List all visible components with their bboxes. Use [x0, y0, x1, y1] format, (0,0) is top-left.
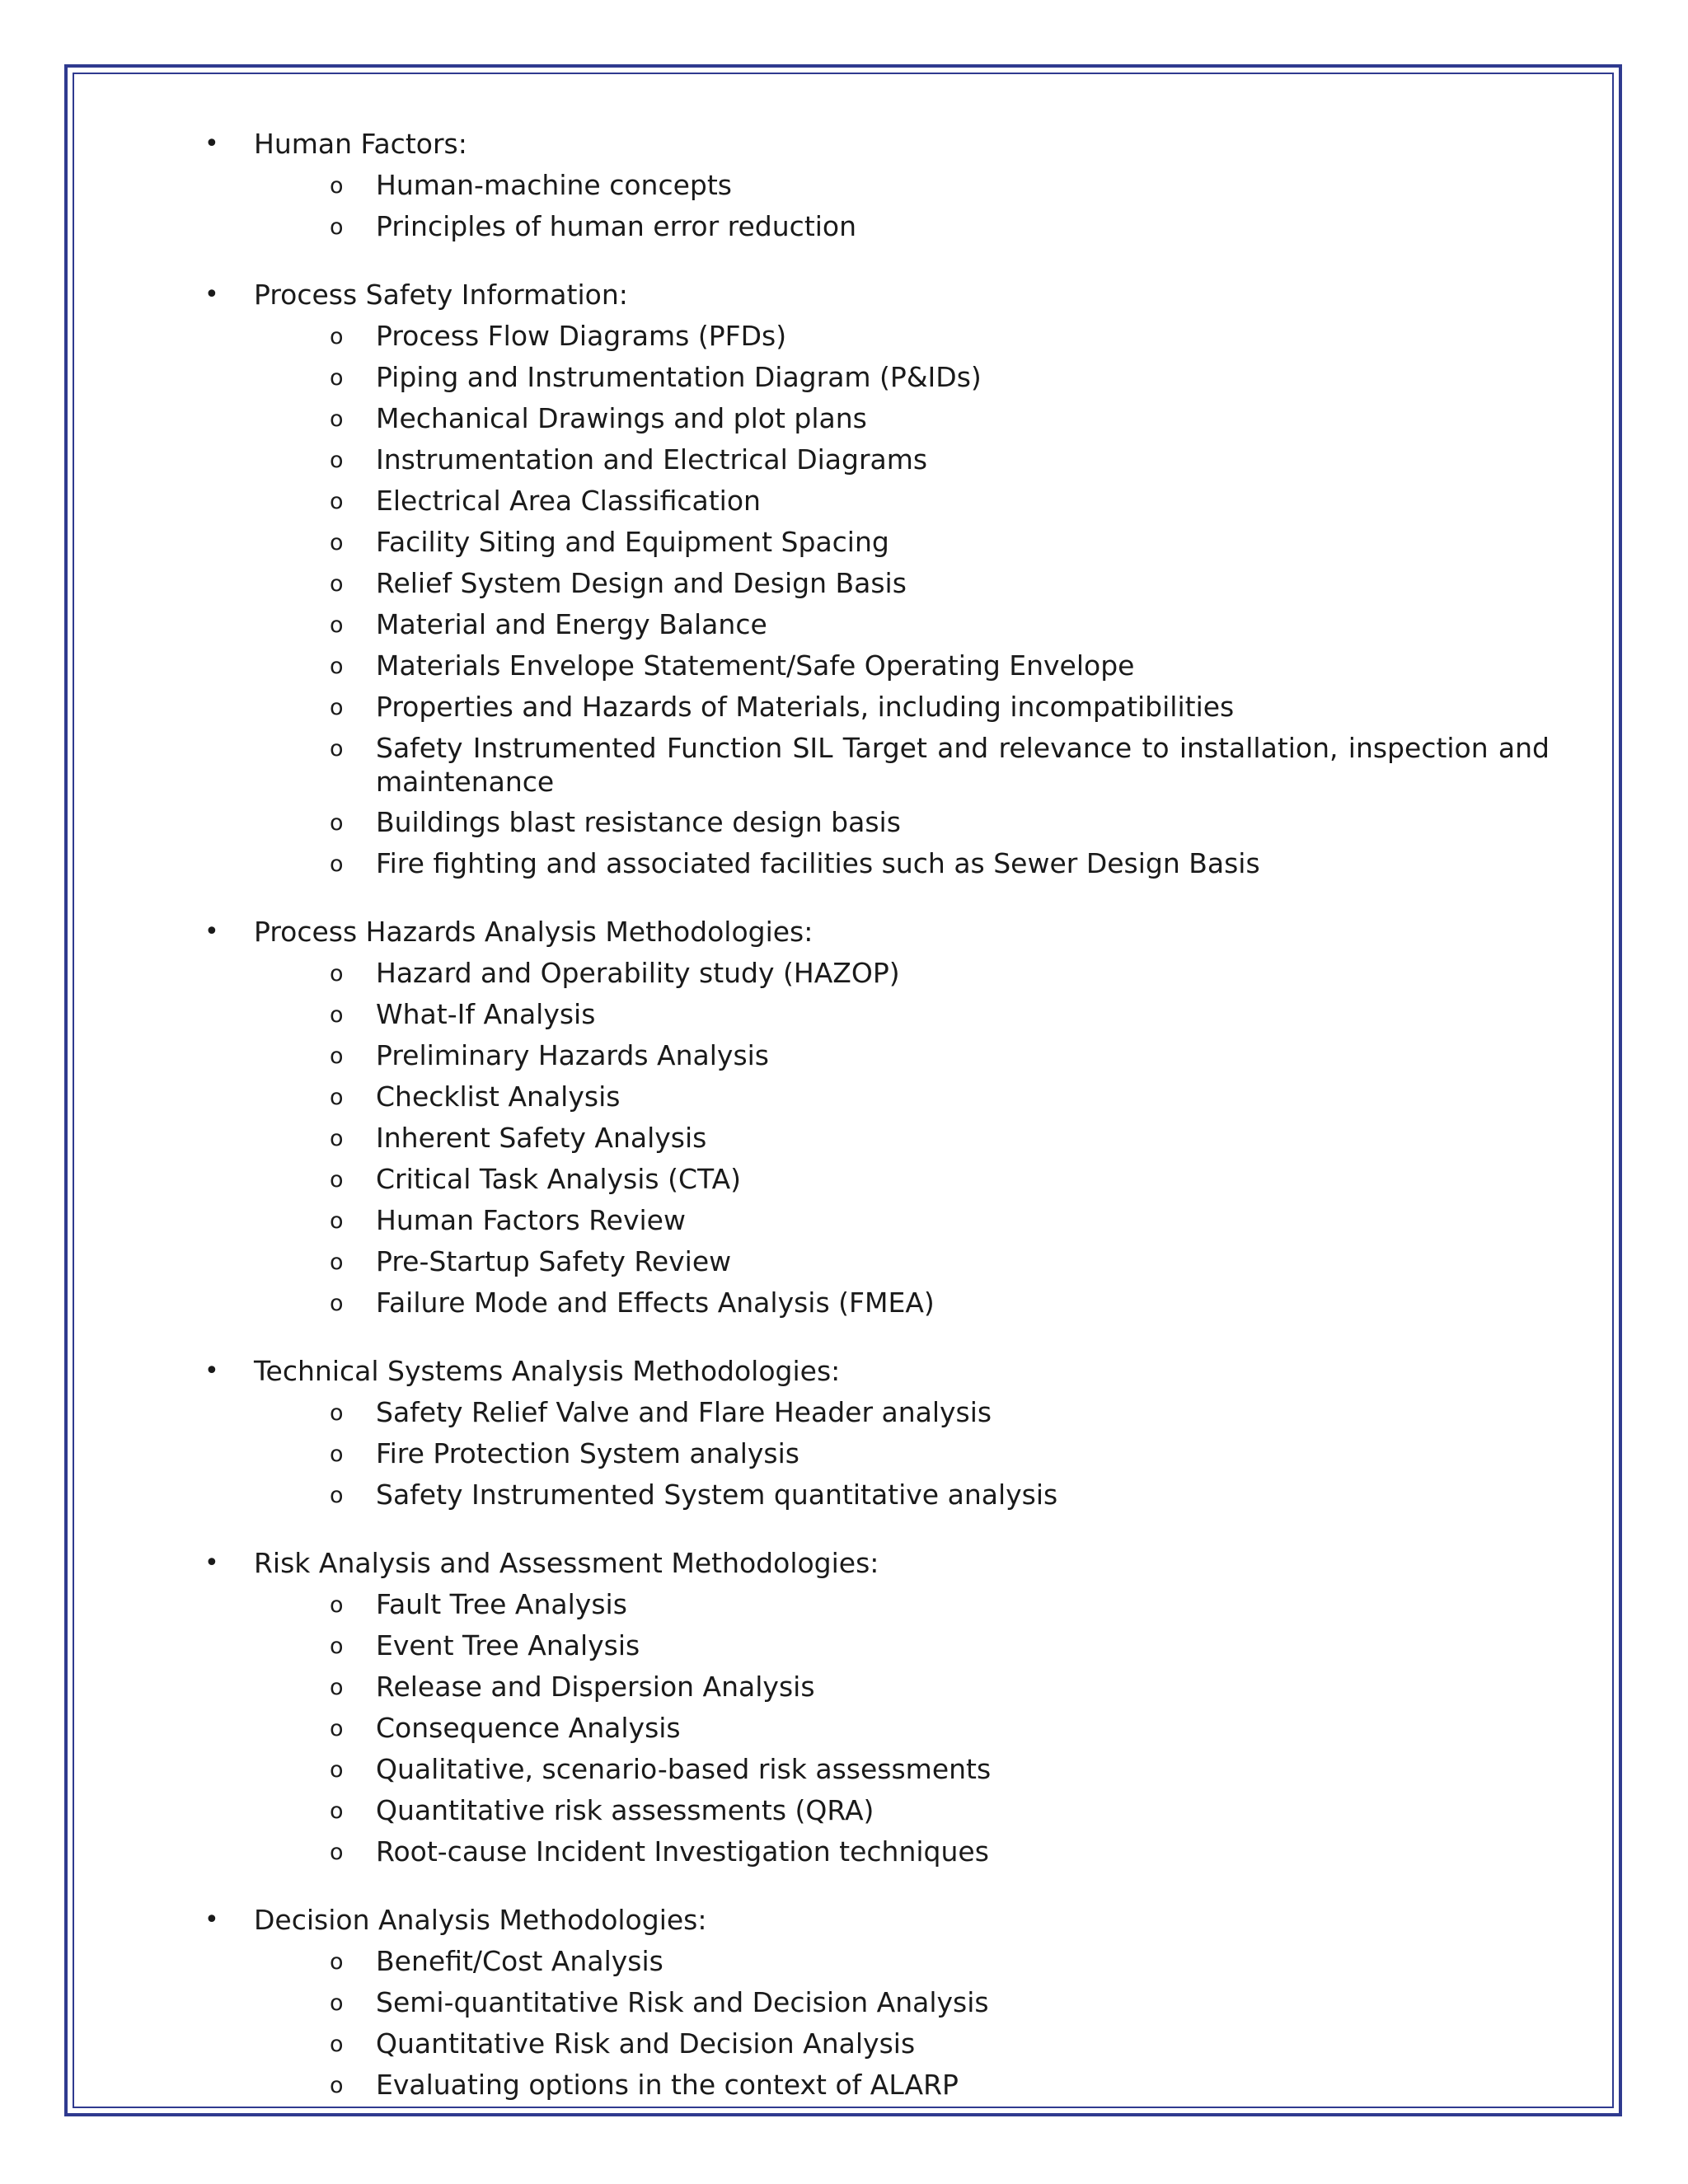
outline-section	[198, 1351, 1550, 1516]
list-item	[254, 1433, 1550, 1474]
sub-bullet-marker: o	[330, 1291, 344, 1316]
list-item	[254, 1474, 1550, 1516]
sub-list	[254, 1941, 1550, 2106]
list-item	[254, 604, 1550, 645]
section-heading-text: Process Hazards Analysis Methodologies:	[254, 916, 814, 948]
list-item-text: Hazard and Operability study (HAZOP)	[376, 957, 900, 989]
outline-section	[198, 124, 1550, 247]
list-item-text: Release and Dispersion Analysis	[376, 1671, 815, 1703]
sub-bullet-marker: o	[330, 1716, 344, 1741]
list-item	[254, 843, 1550, 884]
list-item	[254, 357, 1550, 398]
list-item-text: Facility Siting and Equipment Spacing	[376, 526, 889, 558]
list-item	[254, 802, 1550, 843]
list-item-text: Piping and Instrumentation Diagram (P&IDs)	[376, 361, 982, 393]
sub-bullet-marker: o	[330, 1085, 344, 1110]
section-heading	[198, 1900, 1550, 2106]
list-item	[254, 1241, 1550, 1282]
sub-list	[254, 316, 1550, 884]
sub-bullet-marker: o	[330, 1126, 344, 1151]
list-item-text: Benefit/Cost Analysis	[376, 1945, 663, 1977]
bullet-marker: •	[204, 1357, 219, 1385]
list-item-text: Relief System Design and Design Basis	[376, 567, 907, 599]
list-item	[254, 2064, 1550, 2106]
section-heading	[198, 1351, 1550, 1516]
list-item	[254, 1831, 1550, 1872]
outline-section	[198, 1543, 1550, 1872]
sub-bullet-marker: o	[330, 214, 344, 240]
list-item-text: Evaluating options in the context of ALARP	[376, 2069, 959, 2101]
section-heading-text: Process Safety Information:	[254, 279, 628, 311]
section-heading	[198, 1543, 1550, 1872]
list-item	[254, 1708, 1550, 1749]
sub-bullet-marker: o	[330, 1002, 344, 1028]
list-item	[254, 994, 1550, 1035]
list-item-text: Fire Protection System analysis	[376, 1437, 799, 1469]
list-item-text: Human Factors Review	[376, 1204, 686, 1236]
sub-bullet-marker: o	[330, 1798, 344, 1824]
list-item-text: Critical Task Analysis (CTA)	[376, 1163, 742, 1195]
sub-bullet-marker: o	[330, 810, 344, 836]
list-item-text: Safety Instrumented Function SIL Target and relevance to installation, inspection and maintenance	[376, 732, 1550, 798]
list-item-text: Material and Energy Balance	[376, 608, 767, 640]
sub-bullet-marker: o	[330, 489, 344, 514]
list-item-text: Semi-quantitative Risk and Decision Analysis	[376, 1986, 989, 2018]
sub-bullet-marker: o	[330, 654, 344, 679]
section-heading	[198, 124, 1550, 247]
list-item-text: Checklist Analysis	[376, 1080, 621, 1113]
sub-bullet-marker: o	[330, 612, 344, 638]
section-heading-text: Risk Analysis and Assessment Methodologies:	[254, 1547, 879, 1579]
list-item	[254, 522, 1550, 563]
list-item-text: Electrical Area Classification	[376, 485, 761, 517]
sub-bullet-marker: o	[330, 2032, 344, 2057]
sub-bullet-marker: o	[330, 1633, 344, 1659]
list-item	[254, 1035, 1550, 1076]
sub-bullet-marker: o	[330, 851, 344, 877]
list-item	[254, 1625, 1550, 1666]
sub-bullet-marker: o	[330, 1949, 344, 1975]
section-heading-text: Technical Systems Analysis Methodologies:	[254, 1355, 841, 1387]
section-heading	[198, 912, 1550, 1324]
sub-bullet-marker: o	[330, 1483, 344, 1508]
list-item	[254, 1584, 1550, 1625]
list-item-text: Inherent Safety Analysis	[376, 1122, 707, 1154]
list-item	[254, 687, 1550, 728]
sub-bullet-marker: o	[330, 1441, 344, 1467]
outline-section	[198, 1900, 1550, 2106]
list-item	[254, 398, 1550, 439]
list-item	[254, 165, 1550, 206]
list-item-text: Process Flow Diagrams (PFDs)	[376, 320, 787, 352]
bullet-marker: •	[204, 129, 219, 158]
outline-section	[198, 274, 1550, 884]
list-item-text: Instrumentation and Electrical Diagrams	[376, 443, 928, 476]
list-item-text: Fault Tree Analysis	[376, 1588, 627, 1620]
sub-bullet-marker: o	[330, 1208, 344, 1234]
section-heading	[198, 274, 1550, 884]
sub-bullet-marker: o	[330, 1043, 344, 1069]
bullet-marker: •	[204, 1549, 219, 1577]
list-item	[254, 728, 1550, 802]
sub-bullet-marker: o	[330, 1990, 344, 2016]
bullet-marker: •	[204, 1905, 219, 1934]
sub-list	[254, 953, 1550, 1324]
sub-bullet-marker: o	[330, 324, 344, 349]
sub-list	[254, 1392, 1550, 1516]
list-item	[254, 439, 1550, 480]
list-item	[254, 2023, 1550, 2064]
list-item-text: Principles of human error reduction	[376, 210, 857, 242]
list-item	[254, 480, 1550, 522]
list-item-text: Mechanical Drawings and plot plans	[376, 402, 867, 434]
list-item	[254, 953, 1550, 994]
section-heading-text: Decision Analysis Methodologies:	[254, 1904, 707, 1936]
list-item	[254, 1749, 1550, 1790]
list-item-text: Properties and Hazards of Materials, including incompatibilities	[376, 691, 1235, 723]
sub-bullet-marker: o	[330, 365, 344, 391]
document-body	[198, 124, 1550, 2133]
sub-bullet-marker: o	[330, 1675, 344, 1700]
list-item-text: Preliminary Hazards Analysis	[376, 1039, 770, 1071]
list-item-text: Materials Envelope Statement/Safe Operating Envelope	[376, 649, 1135, 682]
list-item	[254, 1282, 1550, 1324]
list-item	[254, 1118, 1550, 1159]
list-item-text: Pre-Startup Safety Review	[376, 1245, 732, 1277]
list-item-text: Safety Instrumented System quantitative analysis	[376, 1479, 1058, 1511]
list-item	[254, 563, 1550, 604]
list-item-text: Quantitative risk assessments (QRA)	[376, 1794, 874, 1826]
sub-bullet-marker: o	[330, 1249, 344, 1275]
section-heading-text: Human Factors:	[254, 128, 467, 160]
list-item	[254, 1200, 1550, 1241]
sub-bullet-marker: o	[330, 736, 344, 762]
list-item	[254, 1982, 1550, 2023]
list-item-text: Human-machine concepts	[376, 169, 732, 201]
list-item	[254, 1941, 1550, 1982]
sub-bullet-marker: o	[330, 530, 344, 555]
list-item-text: Root-cause Incident Investigation techniques	[376, 1835, 989, 1868]
sub-bullet-marker: o	[330, 448, 344, 473]
sub-bullet-marker: o	[330, 961, 344, 987]
list-item-text: Failure Mode and Effects Analysis (FMEA)	[376, 1286, 935, 1319]
list-item	[254, 1790, 1550, 1831]
sub-list	[254, 165, 1550, 247]
sub-bullet-marker: o	[330, 571, 344, 597]
sub-list	[254, 1584, 1550, 1872]
list-item-text: What-If Analysis	[376, 998, 596, 1030]
sub-bullet-marker: o	[330, 173, 344, 199]
list-item-text: Quantitative Risk and Decision Analysis	[376, 2027, 916, 2060]
sub-bullet-marker: o	[330, 1592, 344, 1618]
list-item	[254, 1159, 1550, 1200]
list-item-text: Consequence Analysis	[376, 1712, 681, 1744]
list-item-text: Fire fighting and associated facilities such as Sewer Design Basis	[376, 847, 1260, 879]
sub-bullet-marker: o	[330, 2073, 344, 2098]
list-item	[254, 1392, 1550, 1433]
sub-bullet-marker: o	[330, 1757, 344, 1783]
bullet-marker: •	[204, 917, 219, 946]
list-item	[254, 316, 1550, 357]
sub-bullet-marker: o	[330, 406, 344, 432]
list-item-text: Qualitative, scenario-based risk assessments	[376, 1753, 992, 1785]
sub-bullet-marker: o	[330, 1840, 344, 1865]
list-item-text: Event Tree Analysis	[376, 1629, 640, 1661]
list-item-text: Safety Relief Valve and Flare Header analysis	[376, 1396, 992, 1428]
list-item-text: Buildings blast resistance design basis	[376, 806, 901, 838]
sub-bullet-marker: o	[330, 695, 344, 720]
outline-section	[198, 912, 1550, 1324]
list-item	[254, 206, 1550, 247]
list-item	[254, 645, 1550, 687]
list-item	[254, 1666, 1550, 1708]
bullet-marker: •	[204, 280, 219, 309]
sub-bullet-marker: o	[330, 1400, 344, 1426]
sub-bullet-marker: o	[330, 1167, 344, 1193]
list-item	[254, 1076, 1550, 1118]
